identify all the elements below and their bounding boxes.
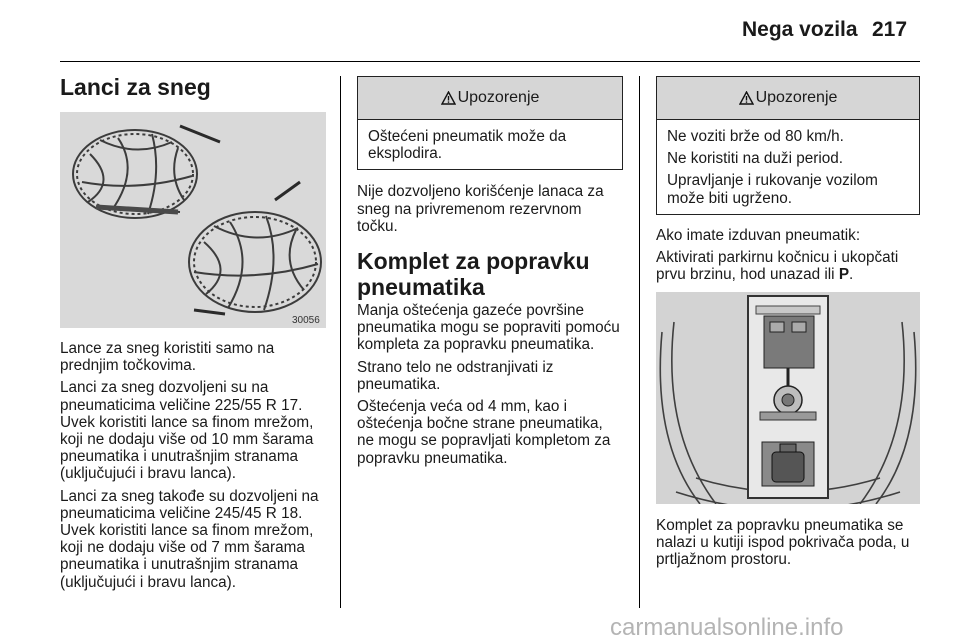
paragraph: Oštećenja veća od 4 mm, kao i oštećenja bočne strane pneumatika, ne mogu se popravljati kompletom za popravku pneumatika. [357,398,611,467]
column-divider-2 [639,76,640,608]
warning-title: Upozorenje [755,89,838,107]
paragraph: Strano telo ne odstranjivati iz pneumatika. [357,358,554,393]
column-divider-1 [340,76,341,608]
warning-title: Upozorenje [457,89,540,107]
figure-number: 30056 [292,315,320,326]
warning-line: Ne koristiti na duži period. [667,150,843,168]
column-3-body [656,76,920,288]
gear-p-label: P [838,266,850,284]
warning-header [358,77,622,120]
snow-chains-illustration [60,112,326,328]
paragraph: Lanci za sneg dozvoljeni su na pneumaticima veličine 225/55 R 17. Uvek koristiti lance sa finom mrežom, koji ne dodaju više od 10 mm šarama pneumatika i unutrašnjim stranama (uključujući i bravu lanca). [60,379,314,483]
figure-caption [656,517,922,574]
running-header-section: Nega vozila [742,18,858,41]
tire-repair-kit-illustration [656,292,920,504]
header-rule [60,61,920,62]
paragraph: Nije dozvoljeno korišćenje lanaca za sneg na privremenom rezervnom točku. [357,183,604,235]
warning-box [656,76,920,215]
watermark: carmanualsonline.info [610,614,844,641]
page-number: 217 [872,18,908,41]
paragraph: Aktivirati parkirnu kočnicu i ukopčati prvu brzinu, hod unazad ili P. [656,249,899,284]
section-title-repair-kit: Komplet za popravku pneumatika [357,248,590,301]
warning-box [357,76,623,170]
warning-line: Ne voziti brže od 80 km/h. [667,128,844,145]
warning-triangle-icon [739,91,754,105]
paragraph: Lanci za sneg takođe su dozvoljeni na pneumaticima veličine 245/45 R 18. Uvek koristiti lance sa finom mrežom, koji ne dodaju više od 7 mm šarama pneumatika i unutrašnjim stranama (uključujući i bravu lanca). [60,487,319,591]
paragraph: Lance za sneg koristiti samo na prednjim točkovima. [60,340,275,375]
section-title-snow-chains: Lanci za sneg [60,74,211,100]
warning-line: Upravljanje i rukovanje vozilom može biti ugrženo. [667,172,878,207]
warning-line: Oštećeni pneumatik može da eksplodira. [368,128,567,163]
warning-header [657,77,919,120]
paragraph: Komplet za popravku pneumatika se nalazi u kutiji ispod pokrivača poda, u prtljažnom prostoru. [656,517,910,569]
warning-body [657,120,919,214]
column-2-body [357,76,623,472]
paragraph: Manja oštećenja gazeće površine pneumatika mogu se popraviti pomoću kompleta za popravku pneumatika. [357,302,620,354]
warning-triangle-icon [441,91,456,105]
paragraph: Ako imate izduvan pneumatik: [656,226,861,244]
warning-body [358,120,622,169]
column-1-body [60,340,328,596]
